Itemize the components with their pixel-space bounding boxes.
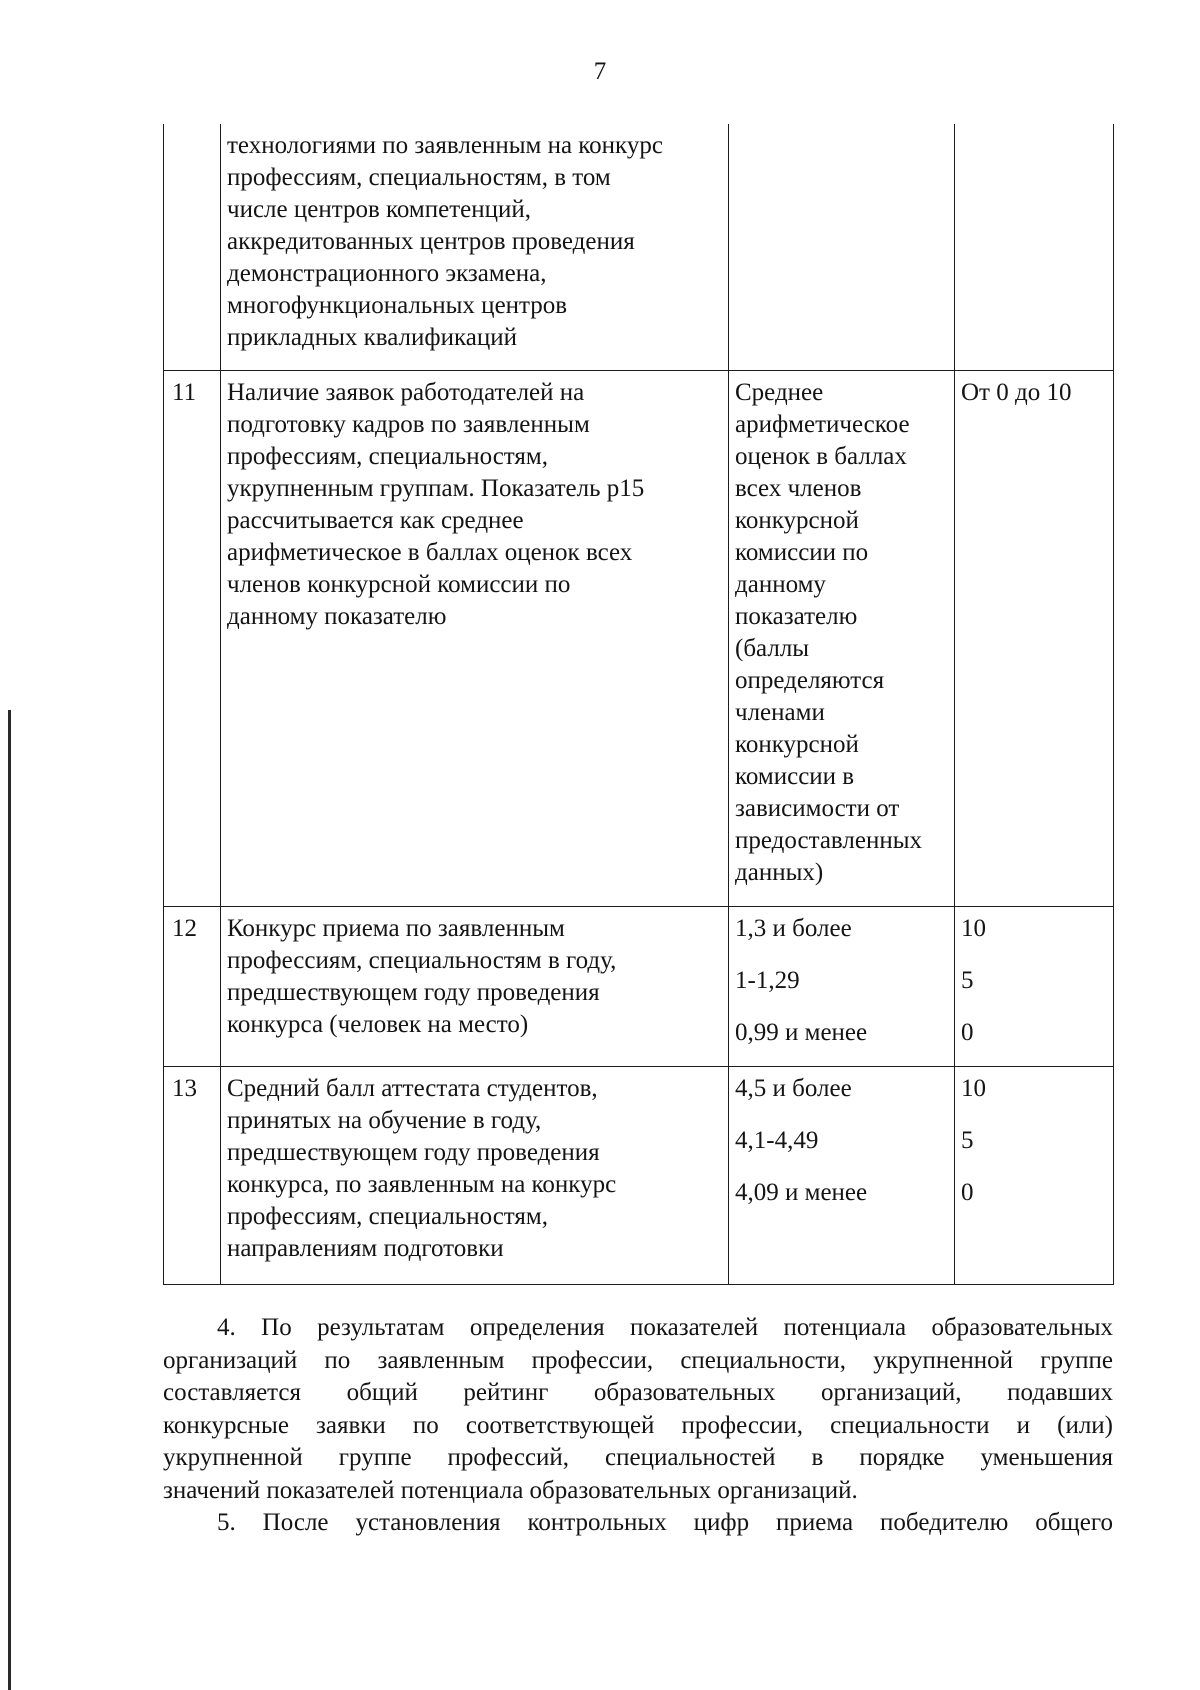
description-line: арифметическое в баллах оценок всех [227, 538, 633, 566]
method-cell [729, 370, 955, 906]
method-line: всех членов [735, 474, 862, 502]
table-row-12 [164, 906, 1114, 1066]
description-line: данному показателю [227, 602, 447, 630]
description-line: предшествующем году проведения [227, 1138, 600, 1166]
description-line: Средний балл аттестата студентов, [227, 1074, 598, 1102]
row-number-cell [164, 124, 221, 370]
description-cell [221, 1066, 729, 1284]
paragraph-4 [163, 1312, 1113, 1507]
description-line: числе центров компетенций, [227, 196, 531, 223]
criteria-table [163, 124, 1114, 1285]
description-cell [221, 124, 729, 370]
value-item: 1-1,29 [735, 966, 800, 994]
method-line: предоставленных [735, 826, 923, 854]
description-line: многофункциональных центров [227, 292, 568, 319]
method-line: Среднее [735, 378, 824, 406]
paragraph-line: 4. По результатам определения показателей потенциала образовательных [217, 1314, 1113, 1341]
description-line: укрупненным группам. Показатель p15 [227, 474, 645, 502]
description-line: членов конкурсной комиссии по [227, 570, 571, 598]
description-line: профессиям, специальностям, [227, 442, 548, 470]
method-line: данному [735, 570, 826, 598]
method-line: определяются [735, 666, 885, 694]
points-cell [955, 124, 1114, 370]
method-line: арифметическое [735, 410, 910, 438]
method-line: комиссии в [735, 762, 855, 790]
paragraph-5 [163, 1507, 1113, 1540]
method-line: комиссии по [735, 538, 869, 566]
row-number-cell: 11 [164, 370, 221, 906]
method-line: оценок в баллах [735, 442, 907, 470]
table-row-13 [164, 1066, 1114, 1284]
value-item: 4,09 и менее [735, 1178, 868, 1206]
method-line: членами [735, 698, 825, 726]
description-line: прикладных квалификаций [227, 324, 517, 351]
table-row-11 [164, 370, 1114, 906]
description-cell [221, 370, 729, 906]
description-line: предшествующем году проведения [227, 978, 600, 1006]
paragraph-line: укрупненной группе профессий, специальностей в порядке уменьшения [163, 1444, 1113, 1471]
description-line: принятых на обучение в году, [227, 1106, 542, 1134]
value-item: 4,5 и более [735, 1074, 852, 1102]
description-line: профессиям, специальностям, [227, 1202, 548, 1230]
description-line: Конкурс приема по заявленным [227, 914, 565, 942]
paragraph-line: организаций по заявленным профессии, специальности, укрупненной группе [163, 1346, 1113, 1374]
paragraph-line: конкурсные заявки по соответствующей профессии, специальности и (или) [163, 1411, 1113, 1439]
method-cell [729, 124, 955, 370]
points-cell [955, 1066, 1114, 1284]
description-line: технологиями по заявленным на конкурс [227, 132, 663, 159]
description-line: рассчитывается как среднее [227, 506, 524, 534]
points-cell [955, 906, 1114, 1066]
points-item: 0 [961, 1018, 974, 1046]
method-line: конкурсной [735, 506, 859, 534]
description-line: подготовку кадров по заявленным [227, 410, 590, 438]
page-number: 7 [593, 58, 607, 85]
description-line: конкурса, по заявленным на конкурс [227, 1170, 617, 1198]
method-line: показателю [735, 602, 858, 630]
value-item: 4,1-4,49 [735, 1126, 819, 1154]
description-cell [221, 906, 729, 1066]
points-item: 10 [961, 914, 986, 942]
points-item: 10 [961, 1074, 986, 1102]
description-line: Наличие заявок работодателей на [227, 378, 585, 406]
scan-margin-line [8, 710, 11, 1690]
values-cell [729, 906, 955, 1066]
row-number-cell: 13 [164, 1066, 221, 1284]
points-item: 0 [961, 1178, 974, 1206]
values-cell [729, 1066, 955, 1284]
value-item: 0,99 и менее [735, 1018, 868, 1046]
method-line: зависимости от [735, 794, 900, 822]
paragraph-line: значений показателей потенциала образовательных организаций. [163, 1476, 858, 1504]
method-line: (баллы [735, 634, 810, 662]
points-item: 5 [961, 1126, 974, 1154]
method-line: данных) [735, 858, 824, 886]
description-line: профессиям, специальностям, в том [227, 164, 611, 191]
paragraph-line: составляется общий рейтинг образовательных организаций, подавших [163, 1379, 1113, 1406]
description-line: профессиям, специальностям в году, [227, 946, 617, 974]
description-line: конкурса (человек на место) [227, 1010, 529, 1038]
method-line: конкурсной [735, 730, 859, 758]
description-line: направлениям подготовки [227, 1234, 504, 1262]
description-line: демонстрационного экзамена, [227, 260, 547, 287]
description-line: аккредитованных центров проведения [227, 228, 635, 255]
row-number-cell: 12 [164, 906, 221, 1066]
points-item: 5 [961, 966, 974, 994]
paragraph-line: 5. После установления контрольных цифр приема победителю общего [217, 1509, 1113, 1536]
value-item: 1,3 и более [735, 914, 852, 942]
table-row-continuation [164, 124, 1114, 370]
points-cell: От 0 до 10 [955, 370, 1114, 906]
